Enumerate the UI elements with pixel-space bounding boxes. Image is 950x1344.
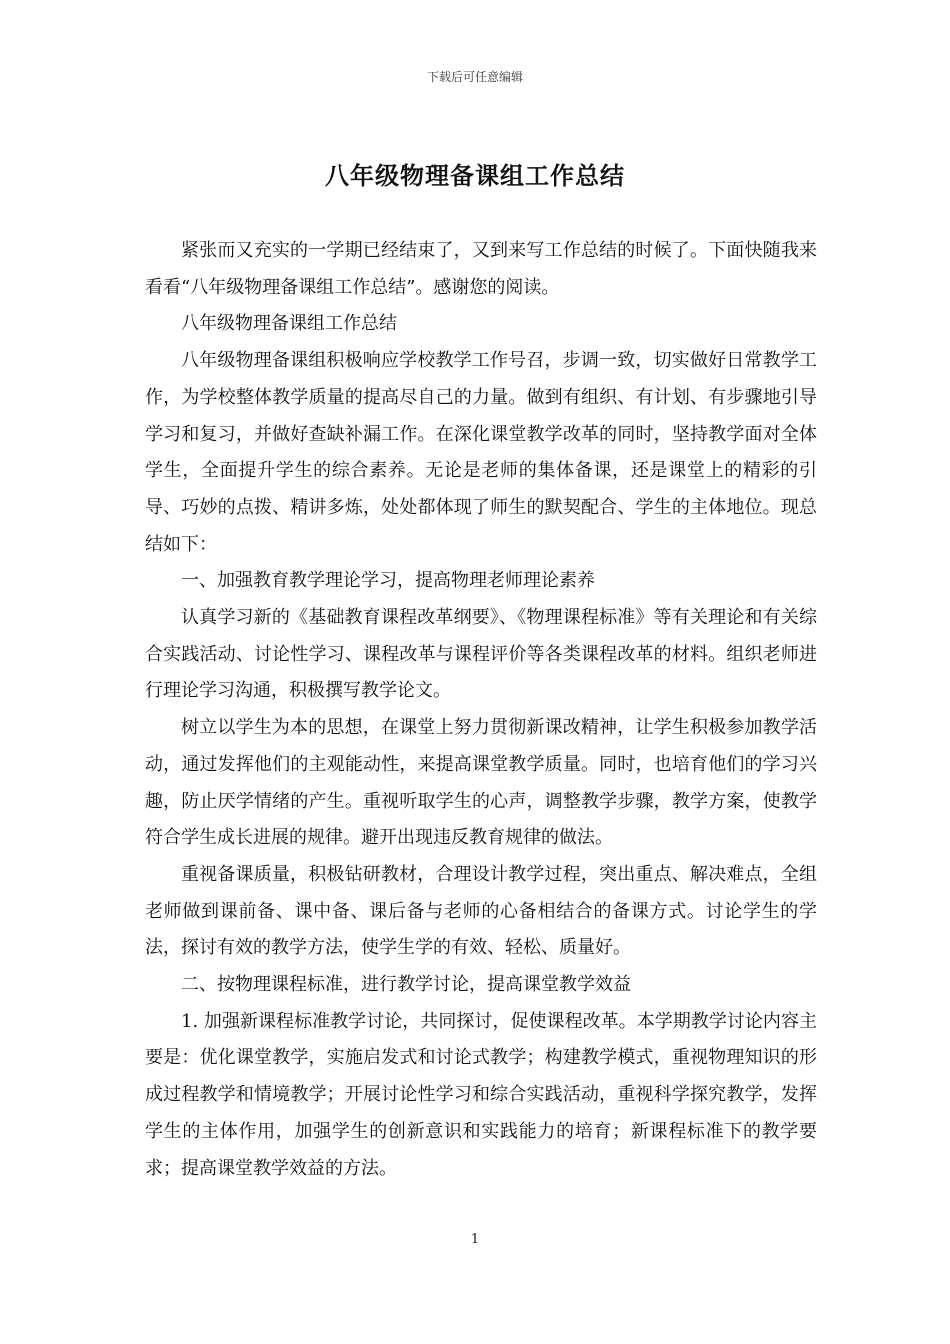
document-body	[145, 233, 817, 1187]
subtitle-paragraph: 八年级物理备课组工作总结	[181, 313, 397, 335]
page-number: 1	[470, 1232, 480, 1247]
body-paragraph: 树立以学生为本的思想，在课堂上努力贯彻新课改精神，让学生积极参加教学活动，通过发挥他们的主观能动性，来提高课堂教学质量。同时，也培育他们的学习兴趣，防止厌学情绪的产生。重视听取学生的心声，调整教学步骤，教学方案，使教学符合学生成长进展的规律。避开出现违反教育规律的做法。	[145, 717, 817, 849]
section-heading: 一、加强教育教学理论学习，提高物理老师理论素养	[181, 570, 595, 592]
body-paragraph: 认真学习新的《基础教育课程改革纲要》、《物理课程标准》等有关理论和有关综合实践活动、讨论性学习、课程改革与课程评价等各类课程改革的材料。组织老师进行理论学习沟通，积极撰写教学论文。	[145, 607, 817, 702]
intro-paragraph: 紧张而又充实的一学期已经结束了，又到来写工作总结的时候了。下面快随我来看看“八年级物理备课组工作总结”。感谢您的阅读。	[145, 240, 817, 298]
body-paragraph: 重视备课质量，积极钻研教材，合理设计教学过程，突出重点、解决难点，全组老师做到课前备、课中备、课后备与老师的心备相结合的备课方式。讨论学生的学法，探讨有效的教学方法，使学生学的有效、轻松、质量好。	[145, 863, 817, 959]
body-paragraph: 1. 加强新课程标准教学讨论，共同探讨，促使课程改革。本学期教学讨论内容主要是：优化课堂教学，实施启发式和讨论式教学；构建教学模式，重视物理知识的形成过程教学和情境教学；开展讨论性学习和综合实践活动，重视科学探究教学，发挥学生的主体作用，加强学生的创新意识和实践能力的培育；新课程标准下的教学要求；提高课堂教学效益的方法。	[145, 1010, 817, 1179]
header-note: 下载后可任意编辑	[426, 70, 523, 84]
body-paragraph: 八年级物理备课组积极响应学校教学工作号召，步调一致，切实做好日常教学工作，为学校整体教学质量的提高尽自己的力量。做到有组织、有计划、有步骤地引导学习和复习，并做好查缺补漏工作。在深化课堂教学改革的同时，坚持教学面对全体学生，全面提升学生的综合素养。无论是老师的集体备课，还是课堂上的精彩的引导、巧妙的点拨、精讲多炼，处处都体现了师生的默契配合、学生的主体地位。现总结如下：	[145, 350, 817, 555]
document-title: 八年级物理备课组工作总结	[325, 161, 625, 190]
section-heading: 二、按物理课程标准，进行教学讨论，提高课堂教学效益	[181, 974, 631, 996]
